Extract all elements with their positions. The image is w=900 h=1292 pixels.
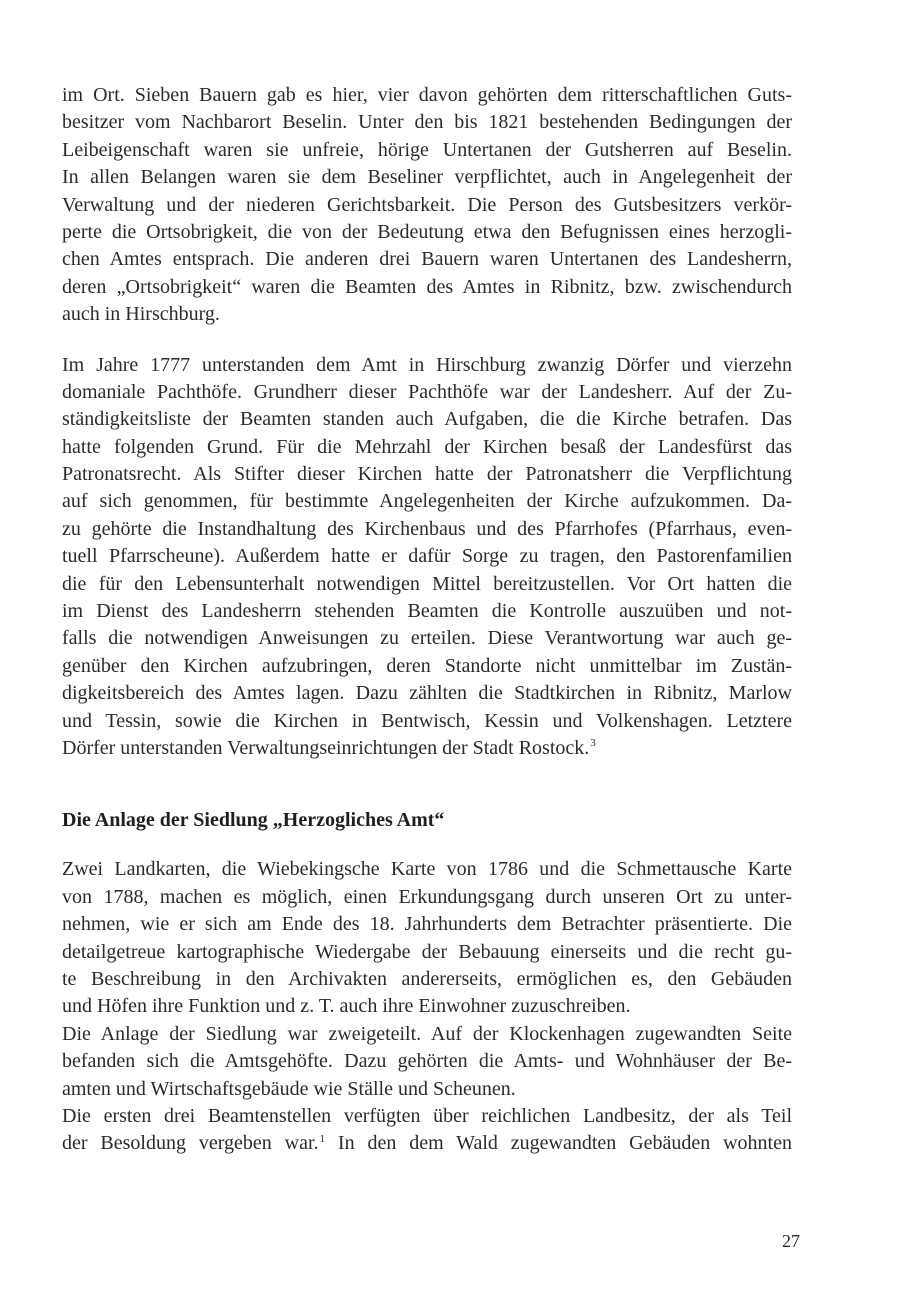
- section-heading: Die Anlage der Siedlung „Herzogliches Amt“: [62, 809, 445, 832]
- text-line: detailgetreue kartographische Wiedergabe der Bebauung einerseits und die recht gu-: [62, 940, 792, 963]
- text-line: und Tessin, sowie die Kirchen in Bentwisch, Kessin und Volkenshagen. Letztere: [62, 709, 792, 732]
- text-line: falls die notwendigen Anweisungen zu erteilen. Diese Verantwortung war auch ge-: [62, 627, 792, 650]
- text-line: domaniale Pachthöfe. Grundherr dieser Pachthöfe war der Landesherr. Auf der Zu-: [62, 380, 792, 403]
- text-line: Leibeigenschaft waren sie unfreie, hörige Untertanen der Gutsherren auf Beselin.: [62, 138, 792, 161]
- text-line: Im Jahre 1777 unterstanden dem Amt in Hirschburg zwanzig Dörfer und vierzehn: [62, 353, 792, 376]
- text-line-content: Dörfer unterstanden Verwaltungseinrichtungen der Stadt Rostock.: [62, 736, 590, 759]
- text-line: amten und Wirtschaftsgebäude wie Ställe und Scheunen.: [62, 1077, 516, 1100]
- text-line: auch in Hirschburg.: [62, 303, 220, 326]
- section-spacer: [62, 762, 792, 806]
- paragraph-4: [62, 1021, 792, 1103]
- text-line: [62, 1130, 792, 1157]
- section-spacer: [62, 834, 792, 856]
- paragraph-1: [62, 82, 792, 329]
- text-line: [62, 735, 792, 762]
- paragraph-2: [62, 352, 792, 763]
- paragraph-5: [62, 1103, 792, 1158]
- page-number: 27: [782, 1231, 800, 1251]
- text-line-content: In den dem Wald zugewandten Gebäuden wohnten: [325, 1132, 792, 1155]
- text-line: chen Amtes entsprach. Die anderen drei Bauern waren Untertanen des Landesherrn,: [62, 248, 792, 271]
- text-line: genüber den Kirchen aufzubringen, deren Standorte nicht unmittelbar im Zustän-: [62, 654, 792, 677]
- footnote-marker: 3: [590, 737, 596, 750]
- text-line: ständigkeitsliste der Beamten standen auch Aufgaben, die die Kirche betrafen. Das: [62, 408, 792, 431]
- text-line: tuell Pfarrscheune). Außerdem hatte er dafür Sorge zu tragen, den Pastorenfamilien: [62, 545, 792, 568]
- paragraph-3: [62, 856, 792, 1020]
- text-line: zu gehörte die Instandhaltung des Kirchenbaus und des Pfarrhofes (Pfarrhaus, even-: [62, 517, 792, 540]
- text-line: In allen Belangen waren sie dem Beseliner verpflichtet, auch in Angelegenheit der: [62, 166, 792, 189]
- text-line: die für den Lebensunterhalt notwendigen Mittel bereitzustellen. Vor Ort hatten die: [62, 572, 792, 595]
- text-line: besitzer vom Nachbarort Beselin. Unter den bis 1821 bestehenden Bedingungen der: [62, 111, 792, 134]
- text-line: deren „Ortsobrigkeit“ waren die Beamten des Amtes in Ribnitz, bzw. zwischendurch: [62, 275, 792, 298]
- text-line: hatte folgenden Grund. Für die Mehrzahl der Kirchen besaß der Landesfürst das: [62, 435, 792, 458]
- text-line: perte die Ortsobrigkeit, die von der Bedeutung etwa den Befugnissen eines herzogli-: [62, 220, 792, 243]
- footnote-marker: 1: [319, 1132, 326, 1145]
- text-line-content: der Besoldung vergeben war.: [62, 1132, 319, 1155]
- text-line: befanden sich die Amtsgehöfte. Dazu gehörten die Amts- und Wohnhäuser der Be-: [62, 1050, 792, 1073]
- text-line: Die ersten drei Beamtenstellen verfügten über reichlichen Landbesitz, der als Teil: [62, 1104, 792, 1127]
- document-page: [62, 82, 792, 1158]
- text-line: Patronatsrecht. Als Stifter dieser Kirchen hatte der Patronatsherr die Verpflichtung: [62, 463, 792, 486]
- text-line: Zwei Landkarten, die Wiebekingsche Karte von 1786 und die Schmettausche Karte: [62, 858, 792, 881]
- text-line: Verwaltung und der niederen Gerichtsbarkeit. Die Person des Gutsbesitzers verkör-: [62, 193, 792, 216]
- text-line: von 1788, machen es möglich, einen Erkundungsgang durch unseren Ort zu unter-: [62, 885, 792, 908]
- text-line: und Höfen ihre Funktion und z. T. auch ihre Einwohner zuzuschreiben.: [62, 995, 631, 1018]
- text-line: im Dienst des Landesherrn stehenden Beamten die Kontrolle auszuüben und not-: [62, 600, 792, 623]
- text-line: te Beschreibung in den Archivakten andererseits, ermöglichen es, den Gebäuden: [62, 967, 792, 990]
- text-line: digkeitsbereich des Amtes lagen. Dazu zählten die Stadtkirchen in Ribnitz, Marlow: [62, 682, 792, 705]
- text-line: nehmen, wie er sich am Ende des 18. Jahrhunderts dem Betrachter präsentierte. Die: [62, 913, 792, 936]
- text-line: Die Anlage der Siedlung war zweigeteilt. Auf der Klockenhagen zugewandten Seite: [62, 1022, 792, 1045]
- text-line: auf sich genommen, für bestimmte Angelegenheiten der Kirche aufzukommen. Da-: [62, 490, 792, 513]
- text-line: im Ort. Sieben Bauern gab es hier, vier davon gehörten dem ritterschaftlichen Guts-: [62, 84, 792, 106]
- paragraph-spacer: [62, 329, 792, 352]
